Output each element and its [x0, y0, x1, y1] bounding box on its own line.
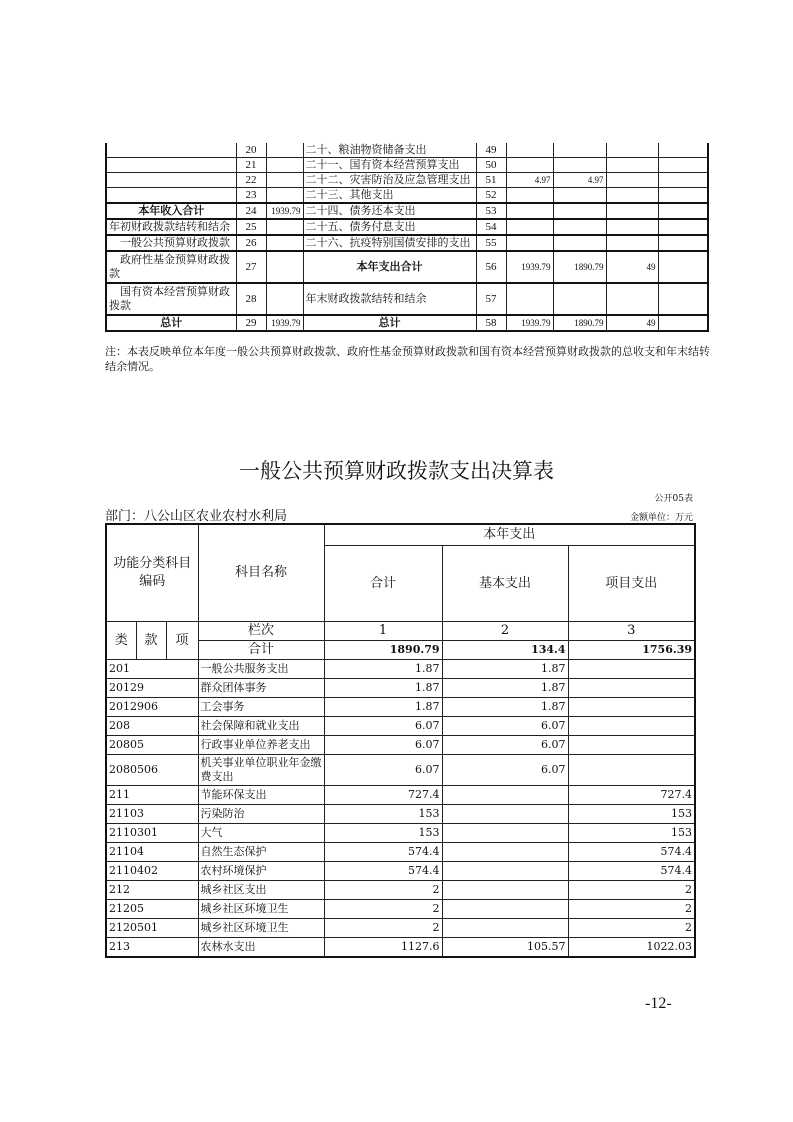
subject-name: 行政事业单位养老支出	[198, 736, 324, 755]
row-col4	[658, 158, 708, 173]
row-label: 国有资本经营预算财政拨款	[106, 283, 236, 315]
amount-project: 2	[568, 900, 695, 919]
header-project: 项目支出	[568, 546, 695, 622]
row-line-no: 22	[236, 173, 266, 188]
row-item-line-no: 52	[476, 188, 506, 204]
row-item: 二十三、其他支出	[303, 188, 476, 204]
amount-unit: 金额单位：万元	[629, 513, 693, 523]
row-amount	[266, 219, 303, 235]
subject-code: 2110402	[106, 862, 198, 881]
summary-row	[106, 219, 708, 235]
row-col3	[606, 173, 658, 188]
table-note: 注：本表反映单位本年度一般公共预算财政拨款、政府性基金预算财政拨款和国有资本经营预算财政拨款的总收支和年末结转结余情况。	[105, 345, 710, 373]
header-col1: 1	[324, 622, 442, 641]
header-subject-name: 科目名称	[198, 524, 324, 622]
summary-row	[106, 235, 708, 251]
row-item-line-no: 56	[476, 251, 506, 283]
table-row	[106, 843, 695, 862]
summary-row	[106, 203, 708, 219]
row-col3	[606, 143, 658, 158]
row-item: 二十一、国有资本经营预算支出	[303, 158, 476, 173]
row-col1	[506, 158, 553, 173]
row-amount	[266, 251, 303, 283]
amount-basic	[442, 786, 568, 805]
row-col1: 4.97	[506, 173, 553, 188]
amount-basic	[442, 881, 568, 900]
row-line-no: 26	[236, 235, 266, 251]
amount-total: 1.87	[324, 698, 442, 717]
row-col2	[553, 158, 606, 173]
amount-basic	[442, 824, 568, 843]
subject-code: 213	[106, 938, 198, 958]
row-col2: 1890.79	[553, 251, 606, 283]
row-col1	[506, 143, 553, 158]
table-row	[106, 679, 695, 698]
row-line-no: 23	[236, 188, 266, 204]
row-col3	[606, 158, 658, 173]
row-col2: 4.97	[553, 173, 606, 188]
header-func-code: 功能分类科目编码	[106, 524, 198, 622]
row-col1	[506, 219, 553, 235]
amount-project	[568, 660, 695, 679]
row-line-no: 25	[236, 219, 266, 235]
amount-total: 727.4	[324, 786, 442, 805]
sum-basic: 134.4	[442, 641, 568, 660]
summary-row	[106, 173, 708, 188]
row-col2	[553, 188, 606, 204]
row-col2	[553, 235, 606, 251]
header-col3: 3	[568, 622, 695, 641]
summary-row	[106, 315, 708, 331]
row-item: 二十六、抗疫特别国债安排的支出	[303, 235, 476, 251]
header-lei: 类	[106, 622, 136, 660]
row-amount	[266, 188, 303, 204]
row-amount: 1939.79	[266, 315, 303, 331]
table-row	[106, 900, 695, 919]
amount-total: 574.4	[324, 843, 442, 862]
summary-row	[106, 188, 708, 204]
row-label	[106, 158, 236, 173]
row-label: 一般公共预算财政拨款	[106, 235, 236, 251]
row-item-line-no: 51	[476, 173, 506, 188]
subject-name: 节能环保支出	[198, 786, 324, 805]
subject-code: 2120501	[106, 919, 198, 938]
row-col4	[658, 283, 708, 315]
subject-code: 20805	[106, 736, 198, 755]
row-col4	[658, 315, 708, 331]
subject-name: 群众团体事务	[198, 679, 324, 698]
subject-name: 一般公共服务支出	[198, 660, 324, 679]
amount-total: 2	[324, 919, 442, 938]
subject-code: 211	[106, 786, 198, 805]
row-col3: 49	[606, 315, 658, 331]
row-item-line-no: 50	[476, 158, 506, 173]
row-col4	[658, 235, 708, 251]
sum-project: 1756.39	[568, 641, 695, 660]
row-amount: 1939.79	[266, 203, 303, 219]
sum-label: 合计	[198, 641, 324, 660]
subject-name: 城乡社区环境卫生	[198, 900, 324, 919]
amount-project	[568, 698, 695, 717]
summary-row	[106, 143, 708, 158]
table-row	[106, 755, 695, 786]
subject-name: 农村环境保护	[198, 862, 324, 881]
department-label: 部门：八公山区农业农村水利局	[105, 509, 288, 524]
row-col3	[606, 219, 658, 235]
header-column-no: 栏次	[198, 622, 324, 641]
header-col2: 2	[442, 622, 568, 641]
row-col1	[506, 283, 553, 315]
subject-name: 机关事业单位职业年金缴费支出	[198, 755, 324, 786]
header-total: 合计	[324, 546, 442, 622]
amount-project	[568, 679, 695, 698]
row-col3: 49	[606, 251, 658, 283]
table-row	[106, 660, 695, 679]
row-item: 二十二、灾害防治及应急管理支出	[303, 173, 476, 188]
row-col3	[606, 235, 658, 251]
row-line-no: 24	[236, 203, 266, 219]
row-item: 本年支出合计	[303, 251, 476, 283]
row-label: 本年收入合计	[106, 203, 236, 219]
amount-basic: 1.87	[442, 679, 568, 698]
row-label	[106, 173, 236, 188]
row-col2: 1890.79	[553, 315, 606, 331]
summary-row	[106, 158, 708, 173]
expenditure-table	[105, 523, 696, 958]
row-amount	[266, 283, 303, 315]
header-kuan: 款	[136, 622, 166, 660]
amount-basic: 1.87	[442, 660, 568, 679]
subject-code: 201	[106, 660, 198, 679]
income-expense-summary-table	[105, 143, 709, 332]
amount-project: 727.4	[568, 786, 695, 805]
amount-total: 2	[324, 900, 442, 919]
amount-project: 2	[568, 881, 695, 900]
subject-name: 农林水支出	[198, 938, 324, 958]
row-col3	[606, 203, 658, 219]
table-row	[106, 881, 695, 900]
table-row	[106, 805, 695, 824]
header-basic: 基本支出	[442, 546, 568, 622]
row-label	[106, 143, 236, 158]
amount-total: 2	[324, 881, 442, 900]
row-line-no: 20	[236, 143, 266, 158]
amount-project: 1022.03	[568, 938, 695, 958]
row-line-no: 29	[236, 315, 266, 331]
amount-total: 153	[324, 824, 442, 843]
row-line-no: 28	[236, 283, 266, 315]
amount-basic: 1.87	[442, 698, 568, 717]
row-col3	[606, 283, 658, 315]
row-amount	[266, 143, 303, 158]
row-col1	[506, 203, 553, 219]
row-item-line-no: 58	[476, 315, 506, 331]
amount-project: 574.4	[568, 843, 695, 862]
table-row	[106, 824, 695, 843]
row-line-no: 27	[236, 251, 266, 283]
table-row	[106, 919, 695, 938]
table-row	[106, 938, 695, 958]
row-item-line-no: 49	[476, 143, 506, 158]
subject-name: 工会事务	[198, 698, 324, 717]
table-row	[106, 786, 695, 805]
subject-code: 20129	[106, 679, 198, 698]
subject-name: 城乡社区支出	[198, 881, 324, 900]
row-item-line-no: 54	[476, 219, 506, 235]
row-col4	[658, 251, 708, 283]
row-item-line-no: 57	[476, 283, 506, 315]
row-item: 二十四、债务还本支出	[303, 203, 476, 219]
amount-total: 574.4	[324, 862, 442, 881]
row-col2	[553, 203, 606, 219]
table-row	[106, 717, 695, 736]
amount-basic	[442, 805, 568, 824]
amount-basic	[442, 862, 568, 881]
amount-total: 6.07	[324, 717, 442, 736]
row-col2	[553, 219, 606, 235]
amount-project: 574.4	[568, 862, 695, 881]
row-item-line-no: 53	[476, 203, 506, 219]
row-col4	[658, 143, 708, 158]
row-item: 年末财政拨款结转和结余	[303, 283, 476, 315]
table-row	[106, 736, 695, 755]
row-col1: 1939.79	[506, 251, 553, 283]
row-label: 总计	[106, 315, 236, 331]
amount-basic	[442, 843, 568, 862]
amount-basic: 6.07	[442, 736, 568, 755]
subject-name: 污染防治	[198, 805, 324, 824]
row-label: 年初财政拨款结转和结余	[106, 219, 236, 235]
row-item: 总计	[303, 315, 476, 331]
amount-basic	[442, 919, 568, 938]
row-item: 二十、粮油物资储备支出	[303, 143, 476, 158]
row-col1: 1939.79	[506, 315, 553, 331]
subject-code: 212	[106, 881, 198, 900]
row-label: 政府性基金预算财政拨款	[106, 251, 236, 283]
row-col4	[658, 173, 708, 188]
row-line-no: 21	[236, 158, 266, 173]
amount-project: 2	[568, 919, 695, 938]
row-label	[106, 188, 236, 204]
row-col4	[658, 219, 708, 235]
row-col4	[658, 188, 708, 204]
amount-total: 1.87	[324, 679, 442, 698]
table-row	[106, 862, 695, 881]
summary-row	[106, 283, 708, 315]
subject-code: 21103	[106, 805, 198, 824]
subject-code: 208	[106, 717, 198, 736]
row-col3	[606, 188, 658, 204]
table-number: 公开05表	[654, 494, 693, 504]
row-col1	[506, 235, 553, 251]
amount-total: 6.07	[324, 736, 442, 755]
header-current-year: 本年支出	[324, 524, 695, 546]
subject-name: 大气	[198, 824, 324, 843]
row-col2	[553, 283, 606, 315]
amount-total: 153	[324, 805, 442, 824]
report-title: 一般公共预算财政拨款支出决算表	[239, 459, 554, 483]
amount-basic: 6.07	[442, 717, 568, 736]
subject-name: 城乡社区环境卫生	[198, 919, 324, 938]
header-xiang: 项	[166, 622, 198, 660]
summary-row	[106, 251, 708, 283]
row-col2	[553, 143, 606, 158]
table-row	[106, 698, 695, 717]
amount-project: 153	[568, 824, 695, 843]
subject-code: 21205	[106, 900, 198, 919]
amount-basic: 6.07	[442, 755, 568, 786]
amount-project: 153	[568, 805, 695, 824]
amount-total: 1127.6	[324, 938, 442, 958]
subject-code: 2080506	[106, 755, 198, 786]
row-col4	[658, 203, 708, 219]
row-amount	[266, 235, 303, 251]
row-col1	[506, 188, 553, 204]
page-number: -12-	[645, 995, 672, 1012]
subject-code: 2110301	[106, 824, 198, 843]
subject-code: 2012906	[106, 698, 198, 717]
amount-project	[568, 755, 695, 786]
amount-basic	[442, 900, 568, 919]
row-amount	[266, 173, 303, 188]
amount-basic: 105.57	[442, 938, 568, 958]
amount-project	[568, 736, 695, 755]
row-item: 二十五、债务付息支出	[303, 219, 476, 235]
subject-name: 社会保障和就业支出	[198, 717, 324, 736]
subject-code: 21104	[106, 843, 198, 862]
amount-total: 6.07	[324, 755, 442, 786]
subject-name: 自然生态保护	[198, 843, 324, 862]
row-amount	[266, 158, 303, 173]
sum-total: 1890.79	[324, 641, 442, 660]
amount-project	[568, 717, 695, 736]
row-item-line-no: 55	[476, 235, 506, 251]
amount-total: 1.87	[324, 660, 442, 679]
